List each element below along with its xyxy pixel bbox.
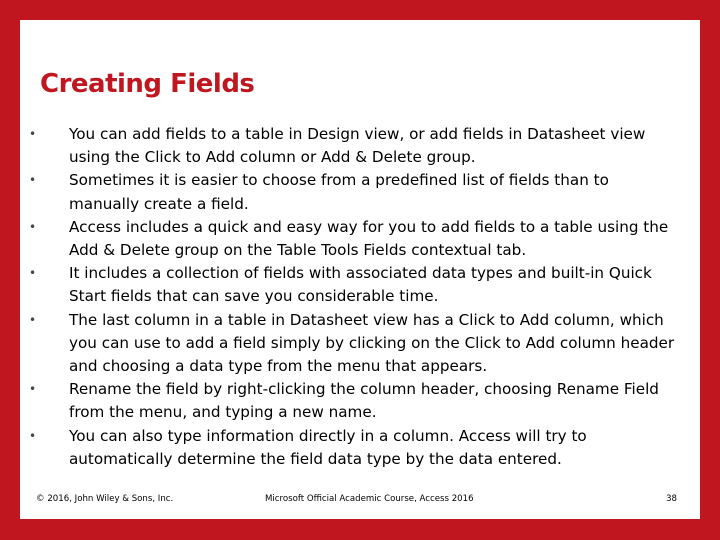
footer-copyright: © 2016, John Wiley & Sons, Inc. xyxy=(36,494,174,504)
bullet-text: Rename the field by right-clicking the column header, choosing Rename Field from the menu, and typing a new name. xyxy=(69,380,659,422)
bullet-item xyxy=(20,169,700,215)
bullet-icon: • xyxy=(29,127,37,141)
bullet-text: The last column in a table in Datasheet view has a Click to Add column, which you can use to add a field simply by clicking on the Click to Add column header and choosing a data type from the menu that appears. xyxy=(69,310,675,376)
bullet-item xyxy=(20,425,700,471)
bullet-text: It includes a collection of fields with associated data types and built-in Quick Start fields that can save you considerable time. xyxy=(69,264,652,306)
bullet-icon: • xyxy=(29,428,37,443)
bullet-item xyxy=(20,123,700,169)
bullet-icon: • xyxy=(29,382,37,397)
slide-title: Creating Fields xyxy=(40,69,255,99)
bullet-item xyxy=(20,216,700,262)
bullet-text: Sometimes it is easier to choose from a predefined list of fields than to manually create a field. xyxy=(69,171,609,213)
bullet-item xyxy=(20,378,700,424)
bullet-text: You can add fields to a table in Design view, or add fields in Datasheet view using the Click to Add column or Add & Delete group. xyxy=(69,125,646,167)
bullet-item xyxy=(20,309,700,379)
page-number: 38 xyxy=(666,494,677,504)
bullet-item xyxy=(20,262,700,308)
bullet-text: Access includes a quick and easy way for you to add fields to a table using the Add & Delete group on the Table Tools Fields contextual tab. xyxy=(69,217,669,260)
footer-course-name: Microsoft Official Academic Course, Access 2016 xyxy=(265,494,474,504)
bullet-text: You can also type information directly in a column. Access will try to automatically determine the field data type by the data entered. xyxy=(69,426,587,468)
slide-content-area xyxy=(20,20,700,519)
bullet-icon: • xyxy=(29,219,37,234)
bullet-icon: • xyxy=(29,173,37,188)
bullet-icon: • xyxy=(29,266,37,281)
bullet-list xyxy=(20,123,700,471)
bullet-icon: • xyxy=(29,312,37,327)
